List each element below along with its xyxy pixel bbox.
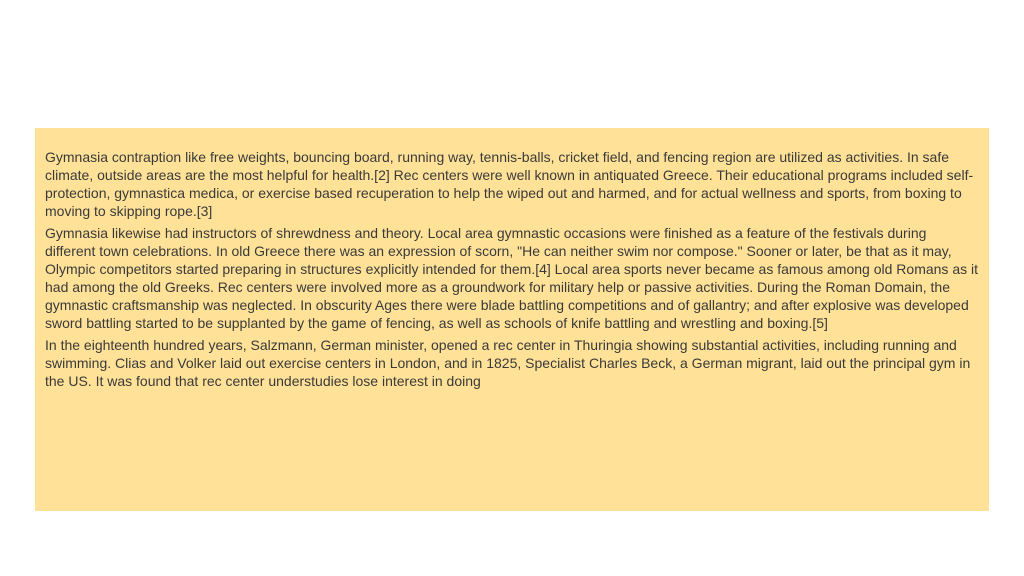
text-panel (35, 128, 989, 511)
paragraph-1: Gymnasia contraption like free weights, bouncing board, running way, tennis-balls, cricket field, and fencing region are utilized as activities. In safe climate, outside areas are the most helpful for health.[2] Rec centers were well known in antiquated Greece. Their educational programs included self-protection, gymnastica medica, or exercise based recuperation to help the wiped out and harmed, and for actual wellness and sports, from boxing to moving to skipping rope.[3] (45, 149, 974, 219)
paragraph-3: In the eighteenth hundred years, Salzmann, German minister, opened a rec center in Thuringia showing substantial activities, including running and swimming. Clias and Volker laid out exercise centers in London, and in 1825, Specialist Charles Beck, a German migrant, laid out the principal gym in the US. It was found that rec center understudies lose interest in doing (45, 337, 971, 389)
paragraph-2: Gymnasia likewise had instructors of shrewdness and theory. Local area gymnastic occasions were finished as a feature of the festivals during different town celebrations. In old Greece there was an expression of scorn, "He can neither swim nor compose." Sooner or later, be that as it may, Olympic competitors started preparing in structures explicitly intended for them.[4] Local area sports never became as famous among old Romans as it had among the old Greeks. Rec centers were involved more as a groundwork for military help or passive activities. During the Roman Domain, the gymnastic craftsmanship was neglected. In obscurity Ages there were blade battling competitions and of gallantry; and after explosive was developed sword battling started to be supplanted by the game of fencing, as well as schools of knife battling and wrestling and boxing.[5] (45, 225, 978, 331)
